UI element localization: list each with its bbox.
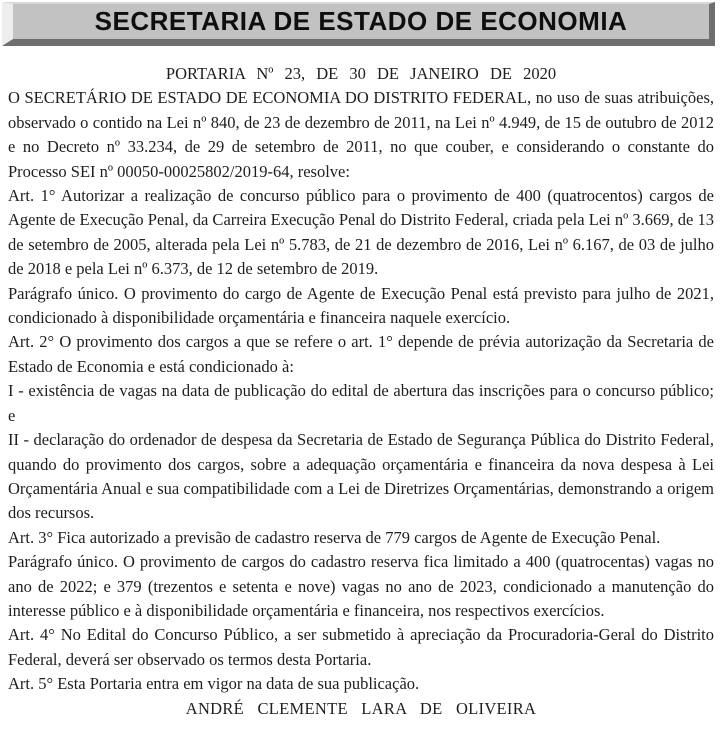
article-3-paragraph: Art. 3° Fica autorizado a previsão de cadastro reserva de 779 cargos de Agente de Execução Penal. <box>8 527 661 547</box>
document-body <box>8 62 714 721</box>
article-4-paragraph: Art. 4° No Edital do Concurso Público, a ser submetido à apreciação da Procuradoria-Geral do Distrito Federal, deverá ser observado os termos desta Portaria. <box>8 625 714 669</box>
section-header-bar <box>2 2 715 46</box>
article-5-paragraph: Art. 5° Esta Portaria entra em vigor na data de sua publicação. <box>8 674 420 694</box>
signature-name: ANDRÉ CLEMENTE LARA DE OLIVEIRA <box>185 698 537 718</box>
article-2-paragraph: Art. 2° O provimento dos cargos a que se refere o art. 1° depende de prévia autorização da Secretaria de Estado de Economia e está condicionado à: <box>8 332 714 376</box>
preamble-paragraph: O SECRETÁRIO DE ESTADO DE ECONOMIA DO DISTRITO FEDERAL, no uso de suas atribuições, observado o contido na Lei nº 840, de 23 de dezembro de 2011, na Lei nº 4.949, de 15 de outubro de 2012 e no Decreto nº 33.234, de 29 de setembro de 2011, no que couber, e considerando o constante do Processo SEI nº 00050-00025802/2019-64, resolve: <box>8 88 714 181</box>
item-ii-paragraph: II - declaração do ordenador de despesa da Secretaria de Estado de Segurança Pública do Distrito Federal, quando do provimento dos cargos, sobre a adequação orçamentária e financeira da nova despesa à Lei Orçamentária Anual e sua compatibilidade com a Lei de Diretrizes Orçamentárias, demonstrando a origem dos recursos. <box>8 430 714 523</box>
portaria-title: PORTARIA Nº 23, DE 30 DE JANEIRO DE 2020 <box>165 64 557 83</box>
article-1-sole-paragraph: Parágrafo único. O provimento do cargo de Agente de Execução Penal está previsto para julho de 2021, condicionado à disponibilidade orçamentária e financeira naquele exercício. <box>8 283 714 328</box>
article-1-paragraph: Art. 1° Autorizar a realização de concurso público para o provimento de 400 (quatrocentos) cargos de Agente de Execução Penal, da Carreira Execução Penal do Distrito Federal, criada pela Lei nº 3.669, de 13 de setembro de 2005, alterada pela Lei nº 5.783, de 21 de dezembro de 2016, Lei nº 6.167, de 03 de julho de 2018 e pela Lei nº 6.373, de 12 de setembro de 2019. <box>8 186 714 279</box>
section-header-title: SECRETARIA DE ESTADO DE ECONOMIA <box>94 6 628 36</box>
item-i-paragraph: I - existência de vagas na data de publicação do edital de abertura das inscrições para o concurso público; e <box>8 381 714 425</box>
article-3-sole-paragraph: Parágrafo único. O provimento de cargos do cadastro reserva fica limitado a 400 (quatrocentas) vagas no ano de 2022; e 379 (trezentos e setenta e nove) vagas no ano de 2023, condicionado a manutenção do interesse público e à disponibilidade orçamentária e financeira, nos respectivos exercícios. <box>8 552 714 620</box>
